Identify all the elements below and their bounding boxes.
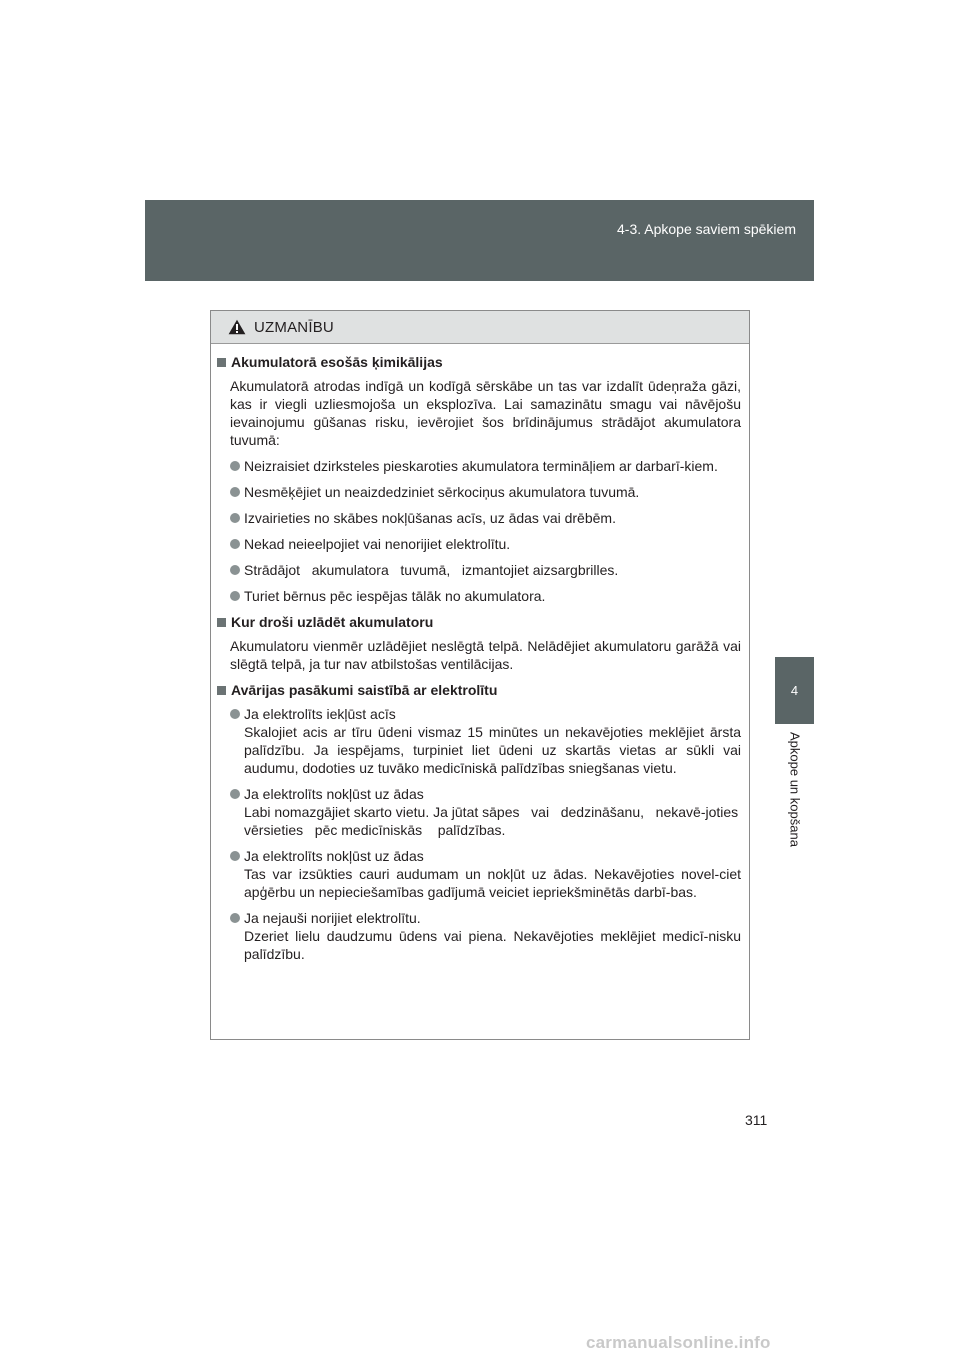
circle-bullet-icon [230,539,240,549]
circle-bullet-icon [230,513,240,523]
section-heading [217,613,741,631]
section-paragraph: Akumulatorā atrodas indīgā un kodīgā sērskābe un tas var izdalīt ūdeņraža gāzi, kas ir viegli uzliesmojoša un eksplozīva. Lai samazinātu smagu vai nāvējošu ievainojumu gūšanas risku, ievērojiet šos brīdinājumus strādājot akumulatora tuvumā: [230,378,741,448]
circle-bullet-icon [230,565,240,575]
list-item [230,483,741,501]
list-item [230,561,741,579]
chapter-number-tab [775,657,814,724]
list-item [230,457,741,475]
list-item-text: Labi nomazgājiet skarto vietu. Ja jūtat sāpes vai dedzināšanu, nekavē-joties vērsieties pēc medicīniskās palīdzības. [244,804,743,838]
list-item [230,847,741,901]
section-heading [217,353,741,371]
section-paragraph: Akumulatoru vienmēr uzlādējiet neslēgtā telpā. Nelādējiet akumulatoru garāžā vai slēgtā telpā, ja tur nav atbilstošas ventilācijas. [230,638,741,672]
list-item-text: Nekad neieelpojiet vai nenorijiet elektrolītu. [244,536,511,552]
circle-bullet-icon [230,461,240,471]
circle-bullet-icon [230,789,240,799]
chapter-header-bar [145,200,814,281]
caution-body [211,344,749,963]
circle-bullet-icon [230,913,240,923]
section-heading-text: Kur droši uzlādēt akumulatoru [231,614,434,630]
list-item [230,535,741,553]
list-item [230,509,741,527]
list-item-head: Ja nejauši norijiet elektrolītu. [244,910,421,926]
list-item-head: Ja elektrolīts nokļūst uz ādas [244,848,424,864]
square-bullet-icon [217,358,226,367]
list-item-head: Ja elektrolīts iekļūst acīs [244,706,396,722]
circle-bullet-icon [230,851,240,861]
list-item-text: Dzeriet lielu daudzumu ūdens vai piena. Nekavējoties meklējiet medicī-nisku palīdzību. [244,928,741,962]
circle-bullet-icon [230,487,240,497]
list-item [230,909,741,963]
square-bullet-icon [217,686,226,695]
square-bullet-icon [217,618,226,627]
list-item-head: Ja elektrolīts nokļūst uz ādas [244,786,424,802]
list-item [230,705,741,777]
list-item [230,785,741,839]
list-item-text: Turiet bērnus pēc iespējas tālāk no akumulatora. [244,588,546,604]
circle-bullet-icon [230,709,240,719]
page-number: 311 [745,1112,768,1128]
circle-bullet-icon [230,591,240,601]
section-title: 4-3. Apkope saviem spēkiem [617,221,796,237]
section-heading [217,681,741,699]
list-item [230,587,741,605]
section-heading-text: Avārijas pasākumi saistībā ar elektrolītu [231,682,498,698]
list-item-text: Strādājot akumulatora tuvumā, izmantojiet aizsargbrilles. [244,562,619,578]
caution-box [210,310,750,1040]
chapter-number: 4 [790,683,799,698]
list-item-text: Skalojiet acis ar tīru ūdeni vismaz 15 minūtes un nekavējoties meklējiet ārsta palīdzību. Ja iespējams, turpiniet liet ūdeni uz skartās vietas ar sūkli vai audumu, dodoties uz tuvāko medicīniskā palīdzības sniegšanas vietu. [244,724,741,776]
caution-title: UZMANĪBU [254,318,334,336]
list-item-text: Tas var izsūkties cauri audumam un nokļūt uz ādas. Nekavējoties novel-ciet apģērbu un nepieciešamības gadījumā veiciet iepriekšminētās darbī-bas. [244,866,741,900]
watermark: carmanualsonline.info [586,1333,771,1352]
list-item-text: Neizraisiet dzirksteles pieskaroties akumulatora termināļiem ar darbarī-kiem. [244,458,718,474]
chapter-side-label [787,732,803,862]
caution-header [211,311,749,344]
warning-icon [228,319,246,335]
list-item-text: Nesmēķējiet un neaizdedziniet sērkociņus akumulatora tuvumā. [244,484,640,500]
chapter-label: Apkope un kopšana [787,732,803,847]
list-item-text: Izvairieties no skābes nokļūšanas acīs, uz ādas vai drēbēm. [244,510,616,526]
section-heading-text: Akumulatorā esošās ķimikālijas [231,354,443,370]
